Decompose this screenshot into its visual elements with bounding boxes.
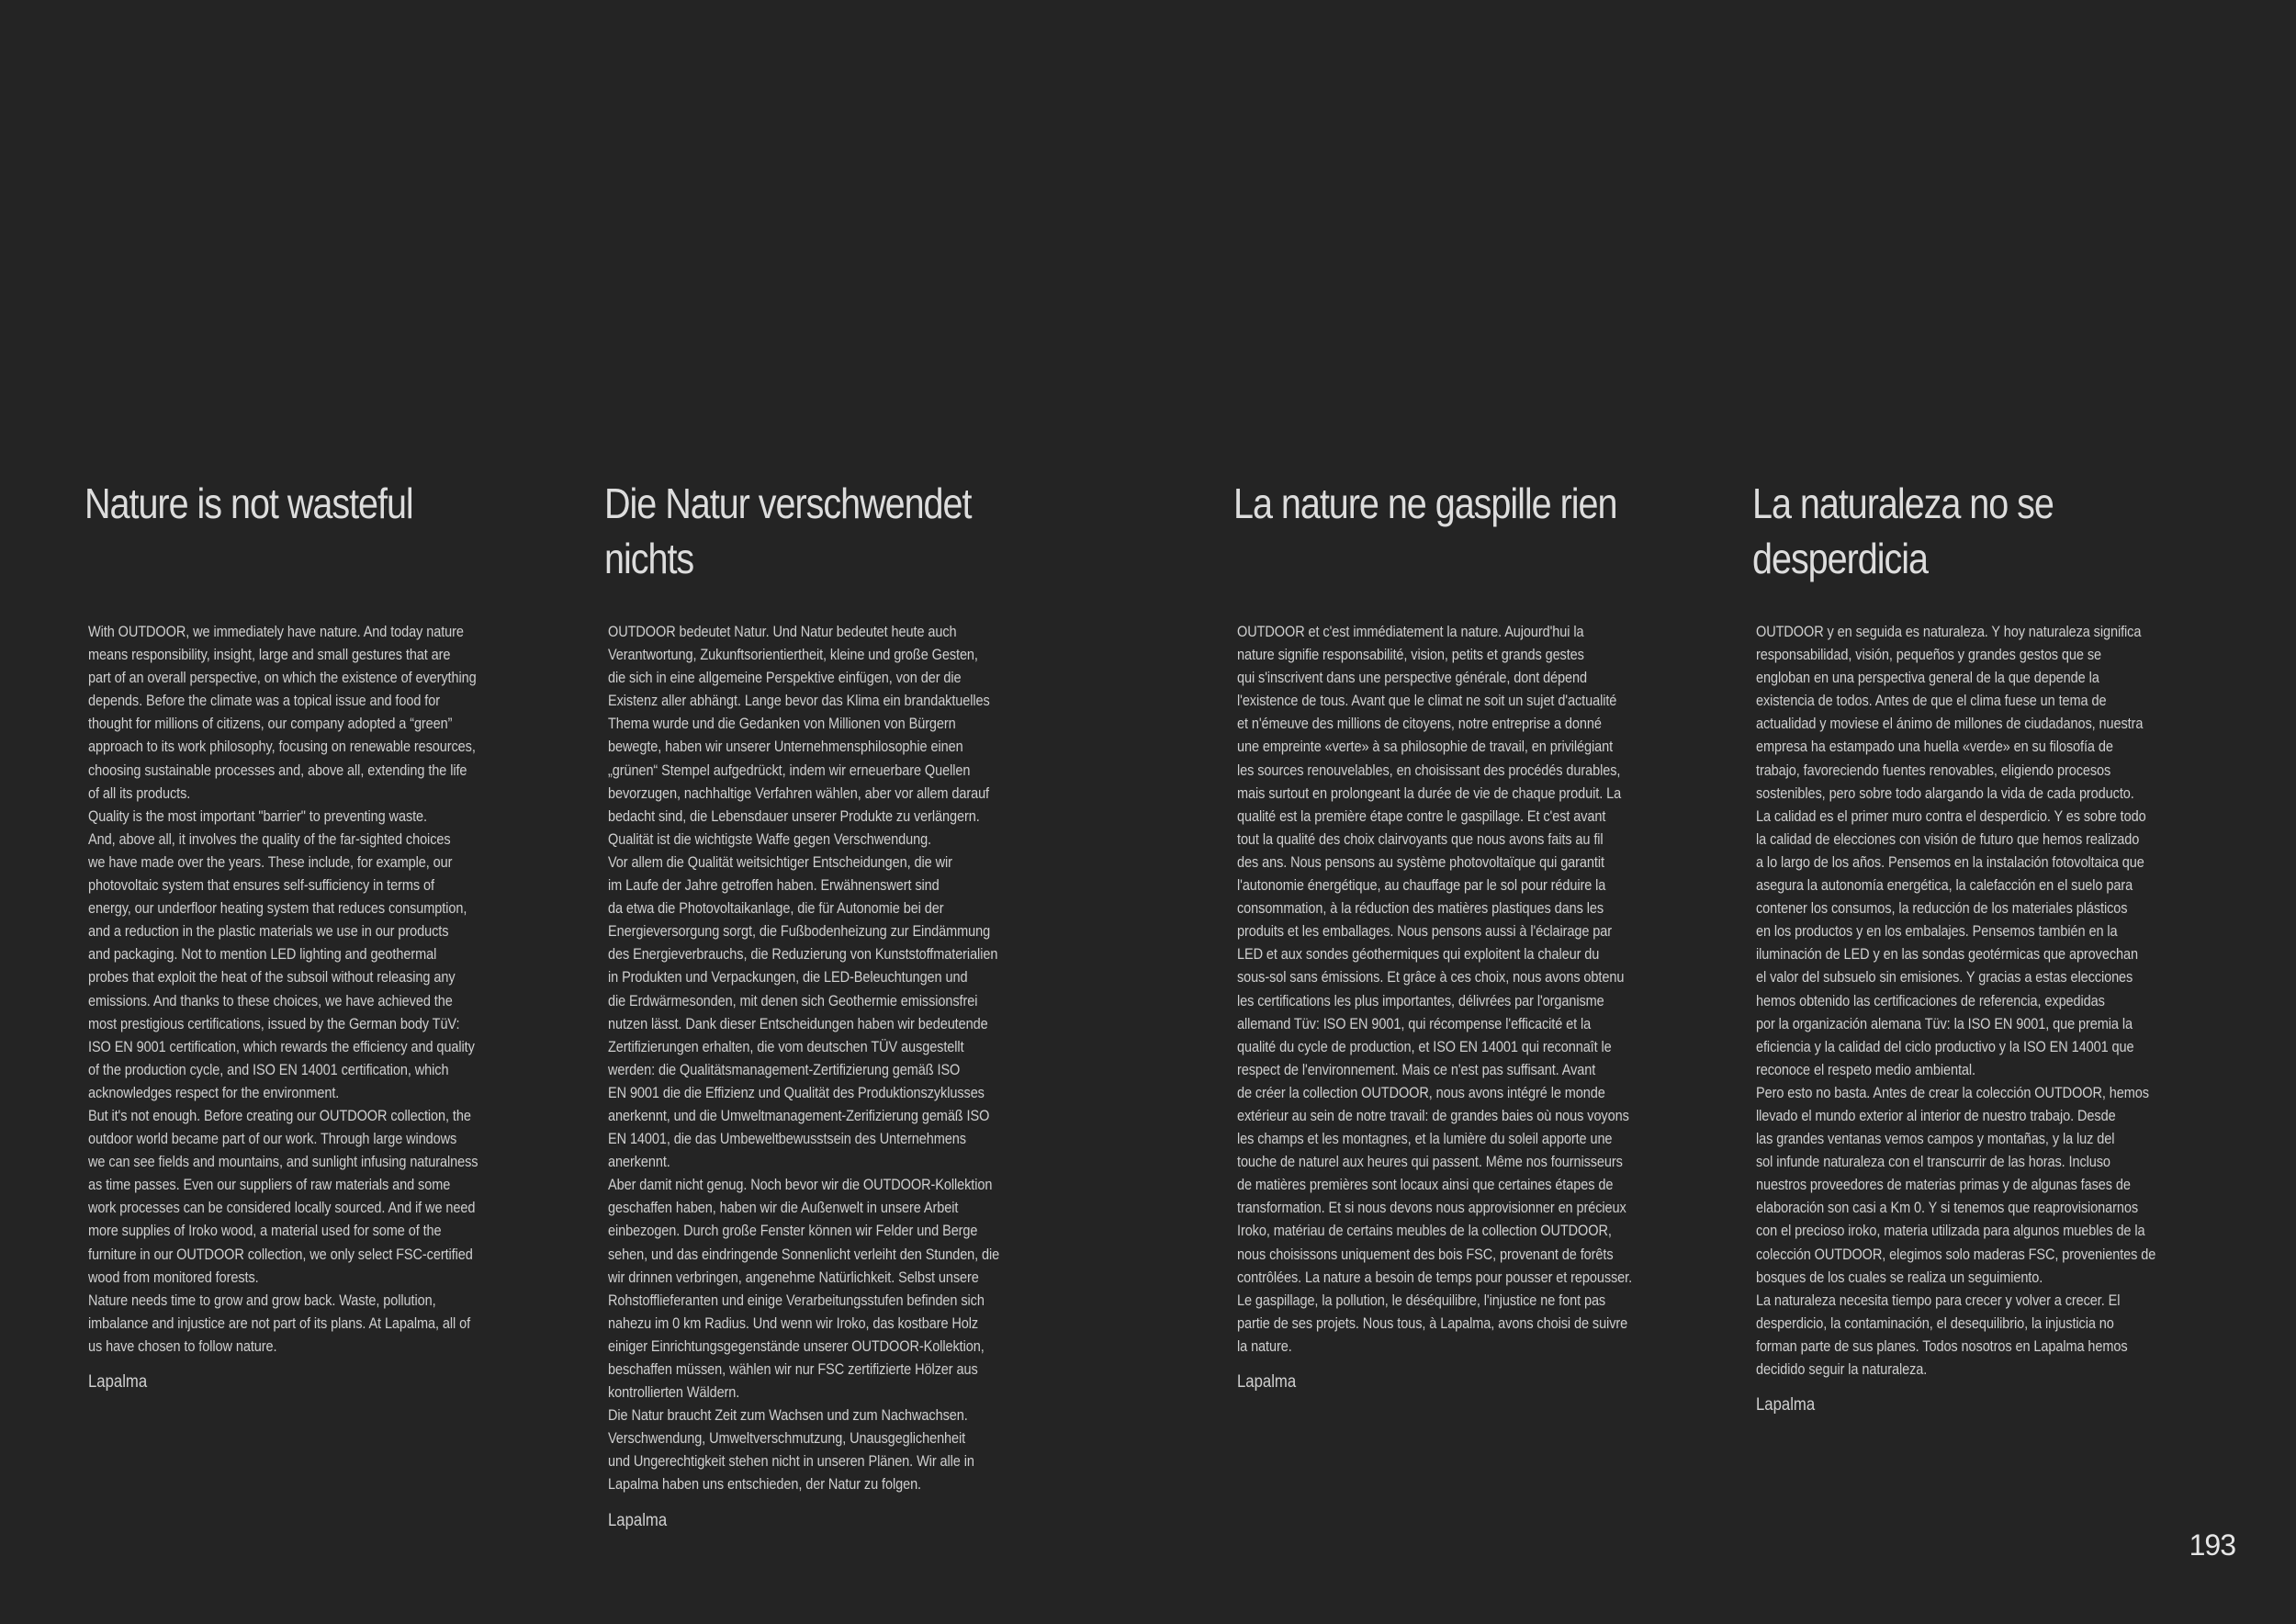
column-spanish [1752, 476, 2221, 1415]
paragraph: Die Natur braucht Zeit zum Wachsen und zum Nachwachsen. Verschwendung, Umweltverschmutzung, Unausgeglichenheit und Ungerechtigkeit stehen nicht in unseren Plänen. Wir alle in Lapalma haben uns entschieden, der Natur zu folgen. [608, 1407, 974, 1494]
paragraph: OUTDOOR et c'est immédiatement la nature. Aujourd'hui la nature signifie responsabilité, vision, petits et grands gestes qui s'inscrivent dans une perspective générale, dont dépend l'existence de tous. Avant que le climat ne soit un sujet d'actualité et n'émeuve des millions de citoyens, notre entreprise a donné une empreinte «verte» à sa philosophie de travail, en privilégiant les sources renouvelables, en choisissant des procédés durables, mais surtout en prolongeant la durée de vie de chaque produit. La qualité est la première étape contre le gaspillage. Et c'est avant tout la qualité des choix clairvoyants que nous avons faits au fil des ans. Nous pensons au système photovoltaïque qui garantit l'autonomie énergétique, au chauffage par le sol pour réduire la consommation, à la réduction des matières plastiques dans les produits et les emballages. Nous pensons aussi à l'éclairage par LED et aux sondes géothermiques qui exploitent la chaleur du sous-sol sans émissions. Et grâce à ces choix, nous avons obtenu les certifications les plus importantes, délivrées par l'organisme allemand Tüv: ISO EN 9001, qui récompense l'efficacité et la qualité du cycle de production, et ISO EN 14001 qui reconnaît le respect de l'environnement. Mais ce n'est pas suffisant. Avant de créer la collection OUTDOOR, nous avons intégré le monde extérieur au sein de notre travail: de grandes baies où nous voyons les champs et les montagnes, et la lumière du soleil apporte une touche de naturel aux heures qui passent. Même nos fournisseurs de matières premières sont locaux ainsi que certaines étapes de transformation. Et si nous devons nous approvisionner en précieux Iroko, matériau de certains meubles de la collection OUTDOOR, nous choisissons uniquement des bois FSC, provenant de forêts contrôlées. La nature a besoin de temps pour pousser et repousser. Le gaspillage, la pollution, le déséquilibre, l'injustice ne font pas partie de ses projets. Nous tous, à Lapalma, avons choisi de suivre la nature. [1237, 624, 1633, 1355]
page-number: 193 [2189, 1528, 2235, 1562]
paragraph: Nature needs time to grow and grow back. Waste, pollution, imbalance and injustice are not part of its plans. At Lapalma, all of us have chosen to follow nature. [88, 1291, 471, 1355]
paragraph: La calidad es el primer muro contra el desperdicio. Y es sobre todo la calidad de elecciones con visión de futuro que hemos realizado a lo largo de los años. Pensemos en la instalación fotovoltaica que asegura la autonomía energética, la calefacción en el suelo para contener los consumos, la reducción de los materiales plásticos en los productos y en los embalajes. Pensemos también en la iluminación de LED y en las sondas geotérmicas que aprovechan el valor del subsuelo sin emisiones. Y gracias a estas elecciones hemos obtenido las certificaciones de referencia, expedidas por la organización alemana Tüv: la ISO EN 9001, que premia la eficiencia y la calidad del ciclo productivo y la ISO EN 14001 que reconoce el respeto medio ambiental. [1756, 807, 2146, 1078]
paragraph: OUTDOOR bedeutet Natur. Und Natur bedeutet heute auch Verantwortung, Zukunftsorientiertheit, kleine und große Gesten, die sich in eine allgemeine Perspektive einfügen, von der die Existenz aller abhängt. Lange bevor das Klima ein brandaktuelles Thema wurde und die Gedanken von Millionen von Bürgern bewegte, haben wir unserer Unternehmensphilosophie einen „grünen“ Stempel aufgedrückt, indem wir erneuerbare Quellen bevorzugen, nachhaltige Verfahren wählen, aber vor allem darauf bedacht sind, die Lebensdauer unserer Produkte zu verlängern. [608, 624, 990, 825]
body-german [608, 621, 1069, 1532]
paragraph: But it's not enough. Before creating our OUTDOOR collection, the outdoor world became part of our work. Through large windows we can see fields and mountains, and sunlight infusing naturalness as time passes. Even our suppliers of raw materials and some work processes can be considered locally sourced. And if we need more supplies of Iroko wood, a material used for some of the furniture in our OUTDOOR collection, we only select FSC-certified wood from monitored forests. [88, 1107, 478, 1286]
body-english [88, 621, 549, 1393]
paragraph: Qualität ist die wichtigste Waffe gegen Verschwendung. Vor allem die Qualität weitsichtiger Entscheidungen, die wir im Laufe der Jahre getroffen haben. Erwähnenswert sind da etwa die Photovoltaikanlage, die für Autonomie bei der Energieversorgung sorgt, die Fußbodenheizung zur Eindämmung des Energieverbrauchs, die Reduzierung von Kunststoffmaterialien in Produkten und Verpackungen, die LED-Beleuchtungen und die Erdwärmesonden, mit denen sich Geothermie emissionsfrei nutzen lässt. Dank dieser Entscheidungen haben wir bedeutende Zertifizierungen erhalten, die vom deutschen TÜV ausgestellt werden: die Qualitätsmanagement-Zertifizierung gemäß ISO EN 9001 die die Effizienz und Qualität des Produktionszyklusses anerkennt, und die Umweltmanagement-Zerifizierung gemäß ISO EN 14001, die das Umbeweltbewusstsein des Unternehmens anerkennt. [608, 830, 998, 1171]
signature: Lapalma [1237, 1372, 1297, 1392]
signature: Lapalma [88, 1372, 148, 1392]
signature: Lapalma [608, 1510, 668, 1530]
column-french [1233, 476, 1698, 1392]
column-english [84, 476, 551, 1392]
signature: Lapalma [1756, 1395, 1816, 1415]
paragraph: Quality is the most important "barrier" to preventing waste. And, above all, it involves the quality of the far-sighted choices we have made over the years. These include, for example, our photovoltaic system that ensures self-sufficiency in terms of energy, our underfloor heating system that reduces consumption, and a reduction in the plastic materials we use in our products and packaging. Not to mention LED lighting and geothermal probes that exploit the heat of the subsoil without releasing any emissions. And thanks to these choices, we have achieved the most prestigious certifications, issued by the German body TüV: ISO EN 9001 certification, which rewards the efficiency and quality of the production cycle, and ISO EN 14001 certification, which acknowledges respect for the environment. [88, 807, 475, 1101]
heading-english: Nature is not wasteful [84, 479, 413, 527]
column-german [604, 476, 1073, 1530]
body-french [1237, 621, 1698, 1393]
paragraph: OUTDOOR y en seguida es naturaleza. Y hoy naturaleza significa responsabilidad, visión, pequeños y grandes gestos que se englo​ban en una perspectiva general de la que depende la existencia de todos. Antes de que el clima fuese un tema de actualidad y moviese el ánimo de millones de ciudadanos, nuestra empresa ha estampado una huella «verde» en su filosofía de trabajo, favoreciendo fuentes renovables, eligiendo procesos sostenibles, pero sobre todo alargando la vida de cada producto. [1756, 624, 2144, 802]
paragraph: Pero esto no basta. Antes de crear la colección OUTDOOR, hemos llevado el mundo exterior al interior de nuestro trabajo. Desde las grandes ventanas vemos campos y montañas, y la luz del sol infunde naturaleza con el transcurrir de las horas. Incluso nuestros proveedores de materias primas y de algunas fases de elaboración son casi a Km 0. Y si tenemos que reaprovisionarnos con el precioso iroko, materia utilizada para algunos muebles de la colección OUTDOOR, elegimos solo maderas FSC, provenientes de bosques de los cuales se realiza un seguimiento. [1756, 1084, 2156, 1286]
heading-spanish: La naturaleza no se desperdicia [1752, 479, 2054, 582]
paragraph: La naturaleza necesita tiempo para crecer y volver a crecer. El desperdicio, la contaminación, el desequilibrio, la injusticia no forman parte de sus planes. Todos nosotros en Lapalma hemos decidido seguir la naturaleza. [1756, 1291, 2128, 1378]
paragraph: With OUTDOOR, we immediately have nature. And today nature means responsibility, insight, large and small gestures that are part of an overall perspective, on which the existence of everything depends. Before the climate was a topical issue and food for thought for millions of citizens, our company adopted a “green” approach to its work philosophy, focusing on renewable resources, choosing sustainable processes and, above all, extending the life of all its products. [88, 624, 477, 802]
heading-french: La nature ne gaspille rien [1233, 479, 1617, 527]
paragraph: Aber damit nicht genug. Noch bevor wir die OUTDOOR-Kollektion geschaffen haben, haben wir die Außenwelt in unsere Arbeit einbezogen. Durch große Fenster können wir Felder und Berge sehen, und das eindringende Sonnenlicht verleiht den Stunden, die wir drinnen verbringen, angenehme Natürlichkeit. Selbst unsere Rohstofflieferanten und einige Verarbeitungsstufen befinden sich nahezu im 0 km Radius. Und wenn wir Iroko, das kostbare Holz einiger Einrichtungsgegenstände unserer OUTDOOR-Kollektion, beschaffen müssen, wählen wir nur FSC zertifizierte Hölzer aus kontrollierten Wäldern. [608, 1177, 1000, 1402]
body-spanish [1756, 621, 2217, 1416]
heading-german: Die Natur verschwendet nichts [604, 479, 972, 582]
